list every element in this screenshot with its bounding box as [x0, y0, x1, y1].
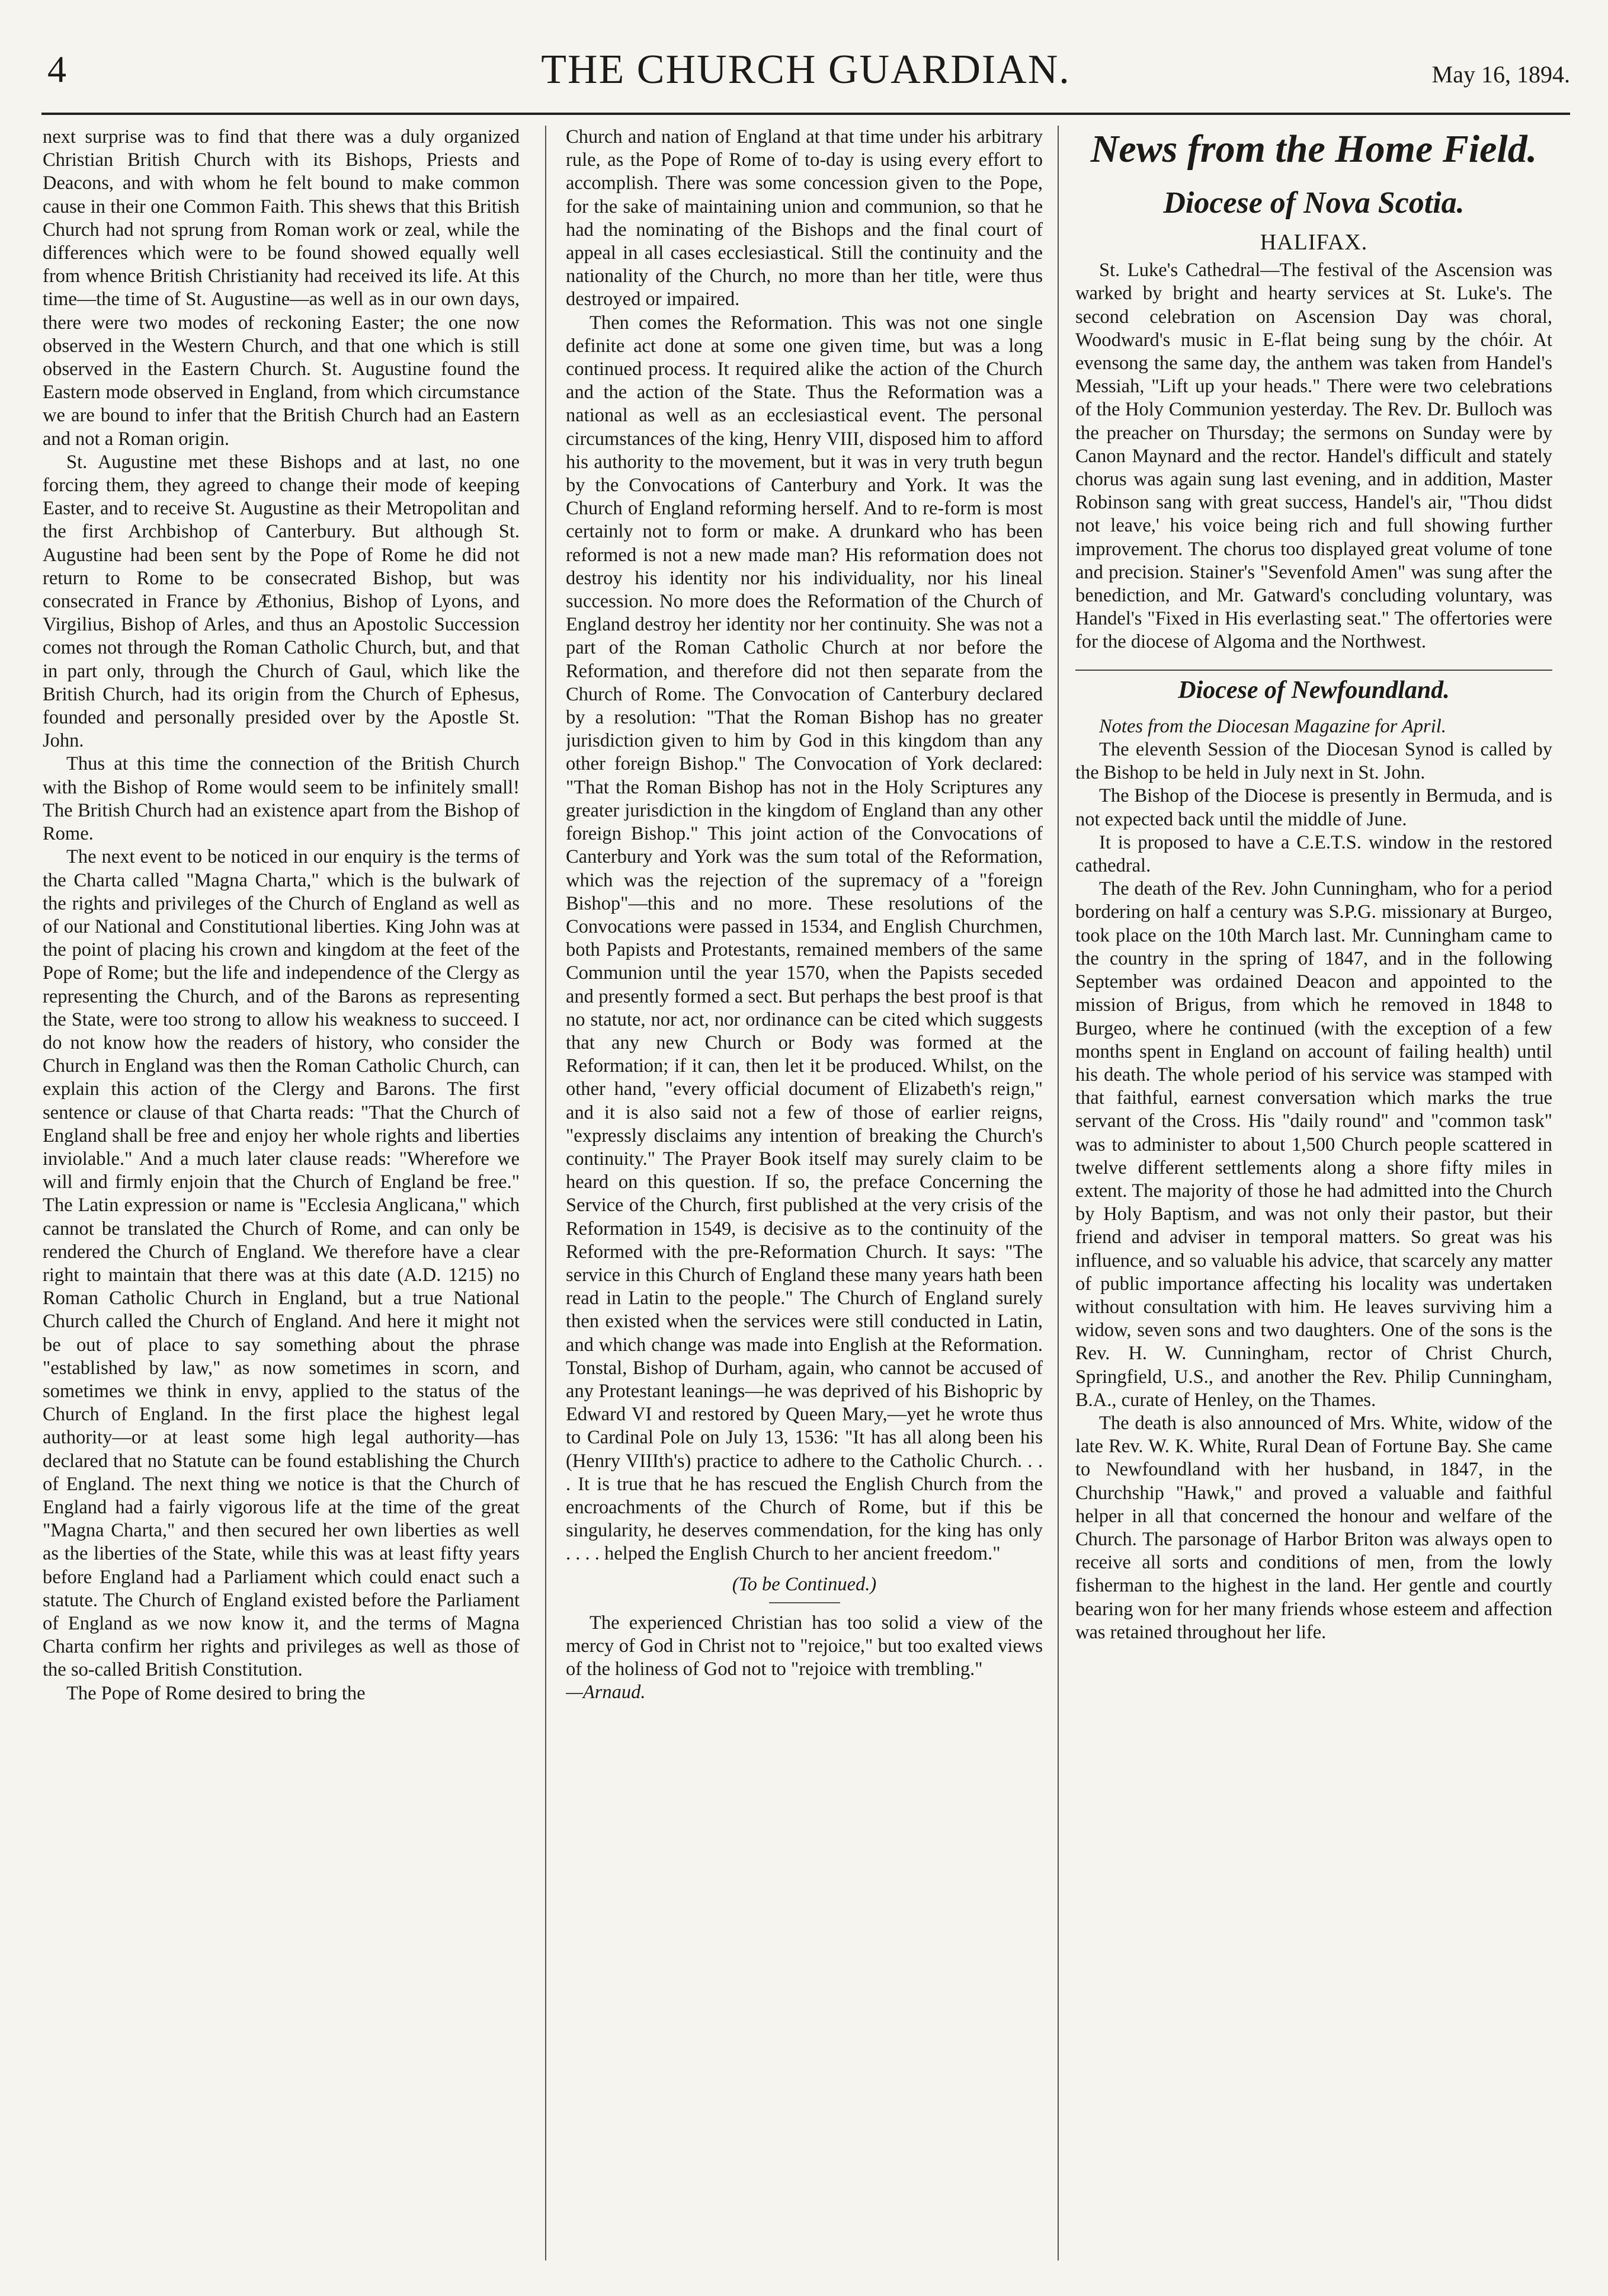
- article-paragraph: Thus at this time the connection of the British Church with the Bishop of Rome would seem to be infinitely small! The British Church had an existence apart from the Bishop of Rome.: [43, 753, 520, 845]
- column-1: [43, 126, 520, 2260]
- column-2: [566, 126, 1043, 2260]
- page-number: 4: [47, 48, 66, 90]
- article-paragraph: The death is also announced of Mrs. White, widow of the late Rev. W. K. White, Rural Dean of Fortune Bay. She came to Newfoundland with her husband, in 1847, in the Churchship "Hawk," and proved a valuable and faithful helper in all that concerned the honour and welfare of the Church. The parsonage of Harbor Briton was always open to receive all sorts and conditions of men, from the lowly fisherman to the highest in the land. Her gentle and courtly bearing won for her many friends whose esteem and affection was retained throughout her life.: [1075, 1412, 1552, 1643]
- article-paragraph: St. Augustine met these Bishops and at last, no one forcing them, they agreed to change their mode of keeping Easter, and to receive St. Augustine as their Metropolitan and the first Archbishop of Canterbury. But although St. Augustine had been sent by the Pope of Rome he did not return to Rome to be consecrated Bishop, but was consecrated in France by Æthonius, Bishop of Lyons, and Virgilius, Bishop of Arles, and thus an Apostolic Succession comes not through the Roman Catholic Church, but, and that in part only, through the Church of Gaul, which like the British Church, had its origin from the Church of Ephesus, founded and personally presided over by the Apostle St. John.: [43, 451, 520, 752]
- column-3: [1075, 126, 1552, 2260]
- separator-rule: [769, 1602, 840, 1603]
- notes-subheading: Notes from the Diocesan Magazine for April.: [1099, 715, 1446, 737]
- article-paragraph: The next event to be noticed in our enquiry is the terms of the Charta called "Magna Charta," which is the bulwark of the rights and privileges of the Church of England as well as of our National and Constitutional liberties. King John was at the point of placing his crown and kingdom at the feet of the Pope of Rome; but the life and independence of the Clergy as representing the Church, and of the Barons as representing the State, were too strong to allow his weakness to succeed. I do not know how the readers of history, who consider the Church in England was then the Roman Catholic Church, can explain this action of the Clergy and Barons. The first sentence or clause of that Charta reads: "That the Church of England shall be free and enjoy her whole rights and liberties inviolable." And a much later clause reads: "Wherefore we will and firmly enjoin that the Church of England be free." The Latin expression or name is "Ecclesia Anglicana," which cannot be translated the Church of Rome, and can only be rendered the Church of England. We therefore have a clear right to maintain that there was at this date (A.D. 1215) no Roman Catholic Church in England, but a true National Church called the Church of England. And here it might not be out of place to say something about the phrase "established by law," as now sometimes in scorn, and sometimes we think in envy, applied to the status of the Church of England. In the first place the highest legal authority—or at least some high legal authority—has declared that no Statute can be found establishing the Church of England. The next thing we notice is that the Church of England had a fairly vigorous life at the time of the great "Magna Charta," and then secured her own liberties as well as the liberties of the State, while this was at least fifty years before England had a Parliament which could enact such a statute. The Church of England existed before the Parliament of England as we now know it, and the terms of Magna Charta confirm her rights and privileges as well as those of the so-called British Constitution.: [43, 846, 520, 1681]
- article-paragraph: Church and nation of England at that time under his arbitrary rule, as the Pope of Rome of to-day is using every effort to accomplish. There was some concession given to the Pope, for the sake of maintaining union and communion, so that he had the nominating of the Bishops and the final court of appeal in all cases ecclesiastical. Still the continuity and the nationality of the Church, no more than her title, were thus destroyed or impaired.: [566, 126, 1043, 310]
- masthead: [41, 41, 1570, 115]
- section-heading: News from the Home Field.: [1090, 127, 1537, 171]
- quote-paragraph: The experienced Christian has too solid a view of the mercy of God in Christ not to "rejoice," but too exalted views of the holiness of God not to "rejoice with trembling.": [566, 1612, 1043, 1680]
- article-paragraph: St. Luke's Cathedral—The festival of the Ascension was warked by bright and hearty services at St. Luke's. The second celebration on Ascension Day was choral, Woodward's music in E-flat being sung by the chóir. At evensong the same day, the anthem was taken from Handel's Messiah, "Lift up your heads." There were two celebrations of the Holy Communion yesterday. The Rev. Dr. Bulloch was the preacher on Thursday; the sermons on Sunday were by Canon Maynard and the rector. Handel's difficult and stately chorus was again sung last evening, and in addition, Master Robinson sang with great success, Handel's air, "Thou didst not leave,' his voice being rich and full showing further improvement. The chorus too displayed great volume of tone and precision. Stainer's "Sevenfold Amen" was sung after the benediction, and Mr. Gatward's concluding voluntary, was Handel's "Fixed in His everlasting seat." The offertories were for the diocese of Algoma and the Northwest.: [1075, 260, 1552, 653]
- article-paragraph: The Bishop of the Diocese is presently in Bermuda, and is not expected back until the middle of June.: [1075, 785, 1552, 830]
- quote-author: —Arnaud.: [566, 1682, 646, 1703]
- diocese-heading: Diocese of Nova Scotia.: [1163, 186, 1465, 220]
- to-be-continued-note: (To be Continued.): [732, 1573, 877, 1595]
- article-paragraph: Then comes the Reformation. This was not one single definite act done at some one given time, but was a long continued process. It required alike the action of the Church and the action of the State. Thus the Reformation was a national as well as an ecclesiastical event. The personal circumstances of the king, Henry VIII, disposed him to afford his authority to the movement, but it was in very truth begun by the Convocations of Canterbury and York. It was the Church of England reforming herself. And to re-form is most certainly not to form or make. A drunkard who has been reformed is not a new made man? His reformation does not destroy his identity nor his individuality, nor his lineal succession. No more does the Reformation of the Church of England destroy her identity nor her continuity. She was not a part of the Roman Catholic Church at nor before the Reformation, and therefore did not then separate from the Church of Rome. The Convocation of Canterbury declared by a resolution: "That the Roman Bishop has no greater jurisdiction given to him by God in this kingdom than any other foreign Bishop." The Convocation of York declared: "That the Roman Bishop has not in the Holy Scriptures any greater jurisdiction in the kingdom of England than any other foreign Bishop." This joint action of the Convocations of Canterbury and York was the sum total of the Reformation, which was the rejection of the supremacy of a "foreign Bishop"—this and no more. These resolutions of the Convocations were passed in 1534, and English Churchmen, both Papists and Protestants, remained members of the same Communion until the year 1570, when the Papists seceded and presently formed a sect. But perhaps the best proof is that no statute, nor act, nor ordinance can be cited which suggests that any new Church or Body was formed at the Reformation; if it can, then let it be produced. Whilst, on the other hand, "every official document of Elizabeth's reign," and it is also said not a few of those of earlier reigns, "expressly disclaims any intention of breaking the Church's continuity." The Prayer Book itself may surely claim to be heard on this question. If so, the preface Concerning the Service of the Church, first published at the very crisis of the Reformation in 1549, is decisive as to the continuity of the Reformed with the pre-Reformation Church. It says: "The service in this Church of England these many years hath been read in Latin to the people." The Church of England surely then existed when the services were still conducted in Latin, and which change was made into English at the Reformation. Tonstal, Bishop of Durham, again, who cannot be accused of any Protestant leanings—he was deprived of his Bishopric by Edward VI and restored by Queen Mary,—yet he wrote thus to Cardinal Pole on July 13, 1536: "It has all along been his (Henry VIIIth's) practice to adhere to the Catholic Church. . . . It is true that he has rescued the English Church from the encroachments of the Church of Rome, but if this be singularity, he deserves commendation, for the king has only . . . . helped the English Church to her ancient freedom.": [566, 312, 1043, 1565]
- newspaper-title: THE CHURCH GUARDIAN.: [541, 47, 1071, 92]
- diocese-heading: Diocese of Newfoundland.: [1075, 670, 1552, 702]
- issue-date: May 16, 1894.: [1431, 61, 1570, 88]
- article-paragraph: The eleventh Session of the Diocesan Synod is called by the Bishop to be held in July next in St. John.: [1075, 739, 1552, 784]
- article-paragraph: next surprise was to find that there was a duly organized Christian British Church with its Bishops, Priests and Deacons, and with whom he felt bound to make common cause in their one Common Faith. This shews that this British Church had not sprung from Roman work or zeal, while the differences which were to be found showed equally well from whence British Christianity had received its life. At this time—the time of St. Augustine—as well as in our own days, there were two modes of reckoning Easter; the one now observed in the Western Church, and that one which is still observed in the Eastern Church. St. Augustine found the Eastern mode observed in England, from which circumstance we are bound to infer that the British Church had an Eastern and not a Roman origin.: [43, 126, 520, 450]
- column-divider: [1058, 126, 1059, 2260]
- article-paragraph: The Pope of Rome desired to bring the: [66, 1682, 366, 1704]
- article-paragraph: It is proposed to have a C.E.T.S. window in the restored cathedral.: [1075, 831, 1552, 877]
- column-divider: [545, 126, 546, 2260]
- article-paragraph: The death of the Rev. John Cunningham, who for a period bordering on half a century was S.P.G. missionary at Burgeo, took place on the 10th March last. Mr. Cunningham came to the country in the spring of 1847, and in the following September was ordained Deacon and appointed to the mission of Brigus, from which he removed in 1848 to Burgeo, where he continued (with the exception of a few months spent in England on account of failing health) until his death. The whole period of his service was stamped with that faithful, earnest conversation which marks the true servant of the Cross. His "daily round" and "common task" was to administer to about 1,500 Church people scattered in twelve different settlements along a shore fifty miles in extent. The majority of those he had admitted into the Church by Holy Baptism, and was not only their pastor, but their friend and adviser in temporal matters. So great was his influence, and so valuable his advice, that scarcely any matter of public importance affecting his locality was undertaken without consultation with him. He leaves surviving him a widow, seven sons and two daughters. One of the sons is the Rev. H. W. Cunningham, rector of Christ Church, Springfield, U.S., and another the Rev. Philip Cunningham, B.A., curate of Henley, on the Thames.: [1075, 878, 1552, 1411]
- place-heading: HALIFAX.: [1260, 230, 1368, 255]
